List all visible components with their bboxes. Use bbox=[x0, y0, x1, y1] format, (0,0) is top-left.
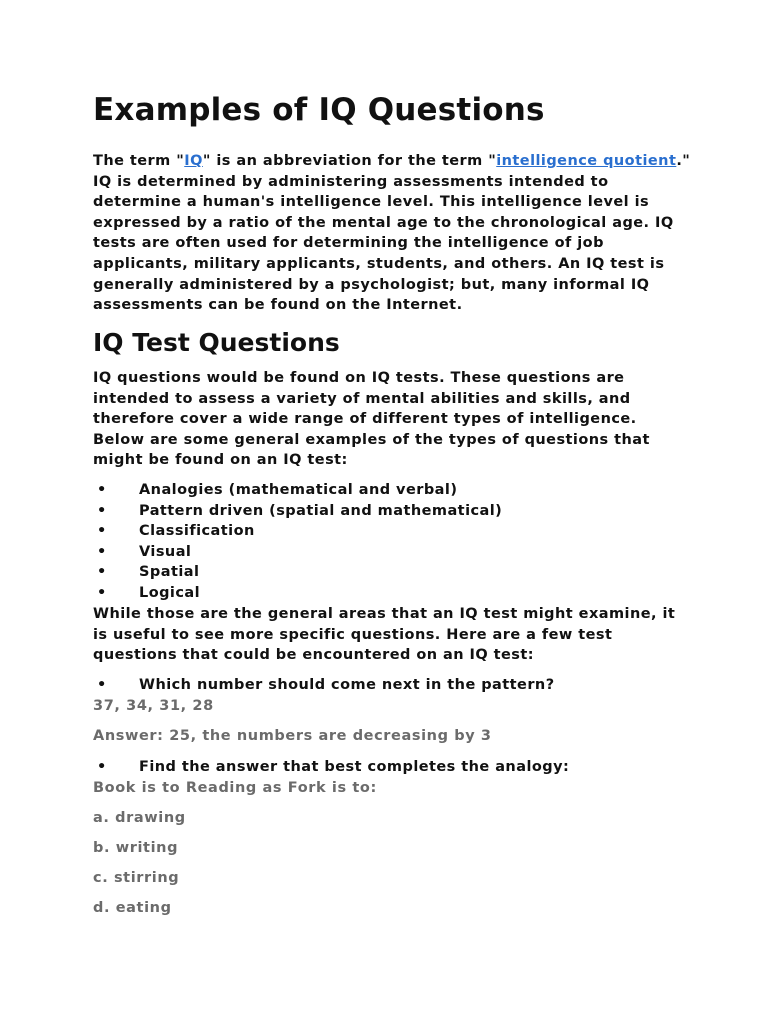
transition-line: questions that could be encountered on an IQ test: bbox=[93, 647, 535, 664]
intro-line: determine a human's intelligence level. This intelligence level is bbox=[93, 194, 650, 211]
section-intro-line: IQ questions would be found on IQ tests. These questions are bbox=[93, 370, 625, 386]
answer-option-b: b. writing bbox=[93, 840, 179, 856]
question-2-stem: Book is to Reading as Fork is to: bbox=[93, 780, 377, 796]
transition-paragraph bbox=[93, 604, 675, 666]
question-types-list bbox=[93, 480, 502, 604]
section-intro-line: intended to assess a variety of mental abilities and skills, and bbox=[93, 390, 631, 407]
list-item: • Visual bbox=[93, 542, 502, 563]
bullet-icon: • bbox=[97, 482, 107, 498]
bullet-icon: • bbox=[97, 543, 107, 560]
question-1-answer: Answer: 25, the numbers are decreasing by 3 bbox=[93, 728, 492, 744]
bullet-icon: • bbox=[97, 523, 107, 540]
intro-line: IQ is determined by administering assessments intended to bbox=[93, 173, 609, 190]
transition-line: is useful to see more specific questions. Here are a few test bbox=[93, 626, 613, 643]
intro-line: assessments can be found on the Internet. bbox=[93, 297, 463, 314]
list-item: • Logical bbox=[93, 583, 502, 604]
list-item: • Spatial bbox=[93, 562, 502, 583]
bullet-icon: • bbox=[97, 502, 107, 519]
intro-line: tests are often used for determining the intelligence of job bbox=[93, 235, 604, 252]
question-1-prompt: • Which number should come next in the pattern? bbox=[93, 675, 555, 696]
question-1-sequence: 37, 34, 31, 28 bbox=[93, 698, 214, 714]
section-intro-paragraph bbox=[93, 368, 650, 471]
list-item: • Analogies (mathematical and verbal) bbox=[93, 480, 502, 501]
answer-option-c: c. stirring bbox=[93, 870, 180, 886]
section-intro-line: Below are some general examples of the types of questions that bbox=[93, 431, 650, 448]
page-title: Examples of IQ Questions bbox=[93, 92, 545, 128]
bullet-icon: • bbox=[97, 677, 107, 693]
bullet-icon: • bbox=[97, 584, 107, 601]
answer-option-d: d. eating bbox=[93, 900, 172, 916]
section-intro-line: might be found on an IQ test: bbox=[93, 452, 348, 469]
intro-line: applicants, military applicants, students, and others. An IQ test is bbox=[93, 255, 665, 272]
bullet-icon: • bbox=[97, 759, 107, 775]
intro-line: expressed by a ratio of the mental age to the chronological age. IQ bbox=[93, 214, 674, 231]
list-item: • Pattern driven (spatial and mathematical) bbox=[93, 501, 502, 522]
question-2-list bbox=[93, 757, 569, 778]
question-2-prompt: • Find the answer that best completes the analogy: bbox=[93, 757, 569, 778]
intro-paragraph bbox=[93, 151, 690, 316]
iq-link[interactable]: IQ bbox=[184, 153, 203, 169]
section-heading: IQ Test Questions bbox=[93, 328, 340, 357]
answer-option-a: a. drawing bbox=[93, 810, 186, 826]
section-intro-line: therefore cover a wide range of different types of intelligence. bbox=[93, 411, 637, 428]
transition-line: While those are the general areas that an IQ test might examine, it bbox=[93, 606, 676, 622]
question-1-list bbox=[93, 675, 555, 696]
bullet-icon: • bbox=[97, 564, 107, 581]
intro-line: generally administered by a psychologist; but, many informal IQ bbox=[93, 276, 650, 293]
intelligence-quotient-link[interactable]: intelligence quotient bbox=[496, 153, 677, 169]
list-item: • Classification bbox=[93, 521, 502, 542]
intro-first-line: The term "IQ" is an abbreviation for the term "intelligence quotient." bbox=[93, 153, 691, 169]
